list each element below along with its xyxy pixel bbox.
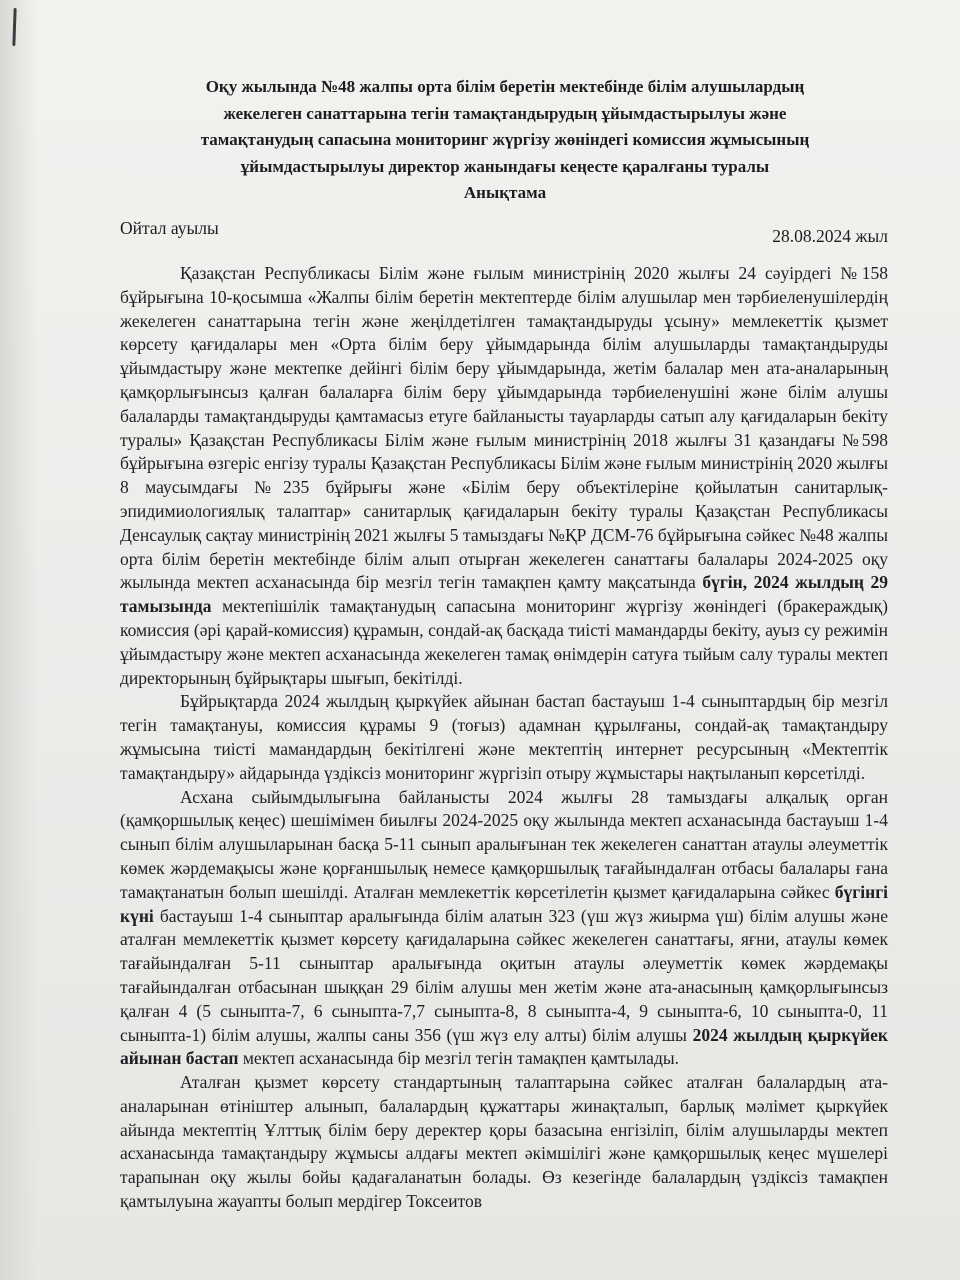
paragraph-2: Бұйрықтарда 2024 жылдың қыркүйек айынан бастап бастауыш 1-4 сыныптардың бір мезгіл тегін тамақтануы, комиссия құрамы 9 (тоғыз) адамнан құрылғаны, сондай-ақ тамақтандыру жұмысына тиісті мамандардың бекітілгені және мектептің интернет ресурсының «Мектептік тамақтандыру» айдарында үздіксіз мониторинг жүргізіп отыру жұмыстары нақтыланып көрсетілді. xyxy=(120,691,888,783)
paragraph-1-bold-date: бүгін, 2024 жылдың 29 тамызында xyxy=(120,572,888,617)
paragraph-3-bold-today: бүгінгі күні xyxy=(120,881,888,926)
title-line-3: тамақтанудың сапасына мониторинг жүргізу жөніндегі комиссия жұмысының xyxy=(200,130,810,149)
document-date: 28.08.2024 жыл xyxy=(772,226,888,246)
paragraph-3-text-a: Асхана сыйымдылығына байланысты 2024 жылғы 28 тамыздағы алқалық орган (қамқоршылық кеңес) шешімімен биылғы 2024-2025 оқу жылында мектеп асханасында бастауыш 1-4 сынып білім алушыларынан басқа 5-11 сынып аралығынан тек жекелеген санаттан атаулы әлеуметтік көмек жәрдемақысы және қорғаншылық немесе қамқоршылық тағайындалған отбасы балалары ғана тамақтанатын болып шешілді. Аталған мемлекеттік көрсетілетін қызмет қағидаларына сәйкес xyxy=(120,786,888,902)
paragraph-4: Аталған қызмет көрсету стандартының талаптарына сәйкес аталған балалардың ата-аналарынан өтініштер алынып, балалардың құжаттары жинақталып, барлық мәлімет қыркүйек айында мектептің Ұлттық білім беру деректер қоры базасына енгізіліп, білім алушыларды мектеп асханасында тамақтандыру жұмысы алдағы мектеп әкімшілігі және қамқоршылық кеңес мүшелері тарапынан оқу жылы бойы қадағаланатын болады. Өз кезегінде балалардың үздіксіз тамақпен қамтылуына жауапты болып мердігер Токсеитов xyxy=(120,1072,888,1212)
title-line-5: Анықтама xyxy=(463,183,547,202)
paragraph-3-text-e: мектеп асханасында бір мезгіл тегін тамақпен қамтылады. xyxy=(238,1048,679,1069)
paragraph-1-text-c: мектепішілік тамақтанудың сапасына мониторинг жүргізу жөніндегі (бракераждық) комиссия (әрі қарай-комиссия) құрамын, сондай-ақ басқада тиісті мамандарды бекіту, ауыз су режимін ұйымдастыру және мектеп асханасында жекелеген тамақ өнімдерін сатуға тыйым салу туралы мектеп директорының бұйрықтары шығып, бекітілді. xyxy=(120,596,888,688)
paragraph-3-bold-start: 2024 жылдың қыркүйек айынан бастап xyxy=(120,1024,888,1069)
title-line-4: ұйымдастырылуы директор жанындағы кеңесте қаралғаны туралы xyxy=(240,156,770,176)
paragraph-1-text-a: Қазақстан Республикасы Білім және ғылым министрінің 2020 жылғы 24 сәуірдегі №158 бұйрығына 10-қосымша «Жалпы білім беретін мектептерде білім алушылар мен тәрбиеленушілердің жекелеген санаттарына тегін және жеңілдетілген тамақтандыруды ұсыну» мемлекеттік қызмет көрсету қағидалары мен «Орта білім беру ұйымдарында білім алушыларды тамақтандыруды ұйымдастыру және мектепке дейінгі білім беру ұйымдарында, жетім балалар мен ата-аналарының қамқорлығынсыз қалған балаларға білім беру ұйымдарында тәрбиеленушіні және білім алушы балаларды тамақтандыруды қамтамасыз етуге байланысты тауарларды сатып алу қағидаларын бекіту туралы» Қазақстан Республикасы Білім және ғылым министрінің 2018 жылғы 31 қазандағы №598 бұйрығына өзгеріс енгізу туралы Қазақстан Республикасы Білім және ғылым министрінің 2020 жылғы 8 маусымдағы №235 бұйрығы және «Білім беру объектілеріне қойылатын санитарлық-эпидимиологиялық талаптар» санитарлық қағидаларын бекіту туралы Қазақстан Республикасы Денсаулық сақтау министрінің 2021 жылғы 5 тамыздағы №ҚР ДСМ-76 бұйрығына сәйкес №48 жалпы орта білім беретін мектебінде білім алып отырған жекелеген санаттағы балалары 2024-2025 оқу жылында мектеп асханасында бір мезгіл тегін тамақпен қамту мақсатында xyxy=(120,263,888,593)
paragraph-3-text-c: бастауыш 1-4 сыныптар аралығында білім алатын 323 (үш жүз жиырма үш) білім алушы және аталған мемлекеттік қызмет көрсету қағидаларына сәйкес жекелеген санаттағы, яғни, атаулы көмек тағайындалған 5-11 сыныптар аралығында оқитын атаулы әлеуметтік көмек жәрдемақы тағайындалған отбасынан шыққан 29 білім алушы мен жетім және ата-анасының қамқорлығынсыз қалған 4 (5 сыныпта-7, 6 сыныпта-7,7 сыныпта-8, 8 сыныпта-4, 9 сыныпта-6, 10 сыныпта-0, 11 сыныпта-1) білім алушы, жалпы саны 356 (үш жүз елу алты) білім алушы xyxy=(120,905,888,1045)
title-line-2: жекелеген санаттарына тегін тамақтандырудың ұйымдастырылуы және xyxy=(223,103,787,123)
place-name: Ойтал ауылы xyxy=(120,218,219,238)
paragraph-3 xyxy=(120,786,888,1072)
paragraph-1 xyxy=(120,262,888,690)
document-body xyxy=(120,262,888,1214)
title-line-1: Оқу жылында №48 жалпы орта білім беретін мектебінде білім алушылардың xyxy=(205,77,805,96)
document-title xyxy=(120,74,890,207)
page-edge-shadow xyxy=(0,0,38,1280)
